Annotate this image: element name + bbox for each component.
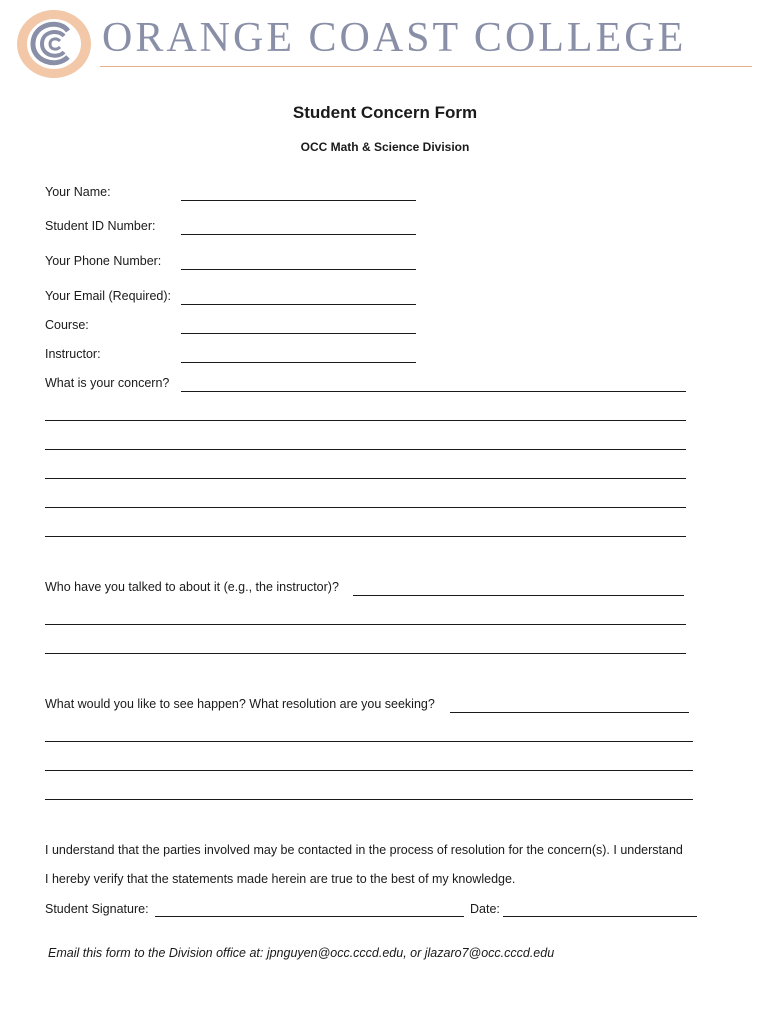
signature-label: Student Signature:	[45, 902, 149, 916]
resolution-question: What would you like to see happen? What resolution are you seeking?	[45, 697, 435, 711]
student-id-field[interactable]	[181, 234, 416, 235]
form-subtitle: OCC Math & Science Division	[300, 140, 470, 154]
concern-field-line[interactable]	[45, 478, 686, 479]
college-logo-icon	[16, 9, 92, 79]
concern-field-line[interactable]	[45, 449, 686, 450]
course-label: Course:	[45, 318, 89, 332]
concern-field-line[interactable]	[45, 536, 686, 537]
resolution-field-line[interactable]	[450, 712, 689, 713]
resolution-field-line[interactable]	[45, 799, 693, 800]
talked-to-question: Who have you talked to about it (e.g., the instructor)?	[45, 580, 339, 594]
email-label: Your Email (Required):	[45, 289, 171, 303]
concern-field-line[interactable]	[45, 420, 686, 421]
instructor-field[interactable]	[181, 362, 416, 363]
talked-to-field-line[interactable]	[45, 653, 686, 654]
date-label: Date:	[470, 902, 500, 916]
form-title: Student Concern Form	[292, 103, 478, 122]
concern-question: What is your concern?	[45, 376, 170, 390]
talked-to-field-line[interactable]	[45, 624, 686, 625]
header-divider	[100, 66, 752, 67]
verification-statement: I hereby verify that the statements made herein are true to the best of my knowledge.	[45, 872, 516, 886]
phone-label: Your Phone Number:	[45, 254, 162, 268]
resolution-field-line[interactable]	[45, 770, 693, 771]
name-label: Your Name:	[45, 185, 111, 199]
college-name: ORANGE COAST COLLEGE	[102, 15, 687, 61]
date-field[interactable]	[503, 916, 697, 917]
email-field[interactable]	[181, 304, 416, 305]
course-field[interactable]	[181, 333, 416, 334]
name-field[interactable]	[181, 200, 416, 201]
signature-field[interactable]	[155, 916, 464, 917]
resolution-field-line[interactable]	[45, 741, 693, 742]
contact-consent-statement: I understand that the parties involved may be contacted in the process of resolution for the concern(s). I understand	[45, 843, 683, 857]
student-id-label: Student ID Number:	[45, 219, 156, 233]
concern-field-line[interactable]	[181, 391, 686, 392]
footer-email-instructions: Email this form to the Division office at: jpnguyen@occ.cccd.edu, or jlazaro7@occ.cccd.edu	[48, 946, 555, 960]
instructor-label: Instructor:	[45, 347, 101, 361]
phone-field[interactable]	[181, 269, 416, 270]
concern-field-line[interactable]	[45, 507, 686, 508]
talked-to-field-line[interactable]	[353, 595, 684, 596]
